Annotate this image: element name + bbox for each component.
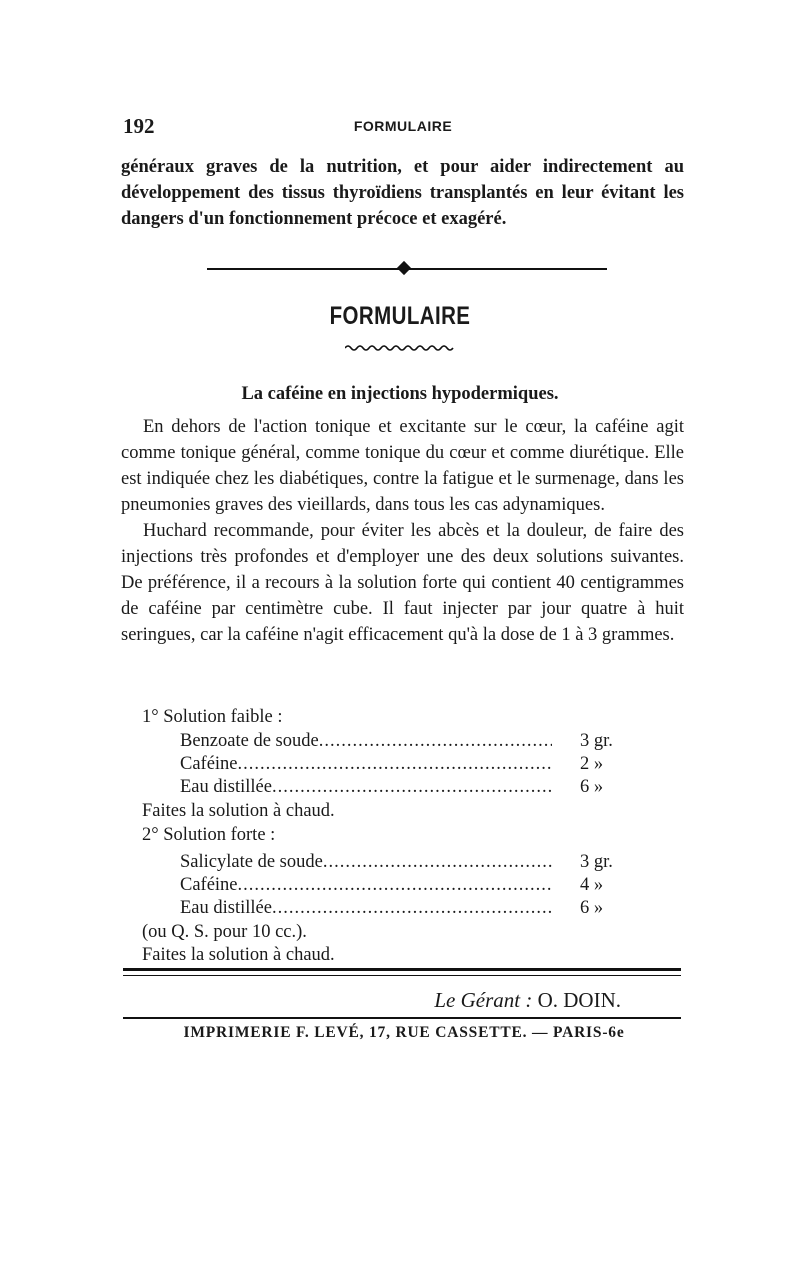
body-text [121,414,684,648]
body-paragraph: Huchard recommande, pour éviter les abcès et la douleur, de faire des injections très profondes et d'employer une des deux solutions suivantes. De préférence, il a recours à la solution forte qui contient 40 centigrammes de caféine par centimètre cube. Il faut injecter par jour quatre à huit seringues, car la caféine n'agit efficacement qu'à la dose de 1 à 3 grammes. [121,521,684,645]
footer-rule-thin [123,975,681,976]
gerant-name: O. DOIN. [537,988,621,1012]
solution-heading: 2° Solution forte : [142,825,276,845]
solution-note: Faites la solution à chaud. [142,945,335,965]
ingredient-row [180,776,552,800]
dot-leader [238,874,552,898]
section-title: FORMULAIRE [329,302,471,330]
ingredient-quantity: 6 » [580,777,604,797]
dot-leader [323,851,552,875]
gerant-signature [121,988,621,1013]
article-subheading: La caféine en injections hypodermiques. [241,384,559,404]
solution-note: (ou Q. S. pour 10 cc.). [142,922,307,942]
printer-imprint: IMPRIMERIE F. LEVÉ, 17, RUE CASSETTE. — PARIS-6e [183,1024,625,1041]
body-paragraph: En dehors de l'action tonique et excitante sur le cœur, la caféine agit comme tonique général, comme tonique du cœur et comme diurétique. Elle est indiquée chez les diabétiques, contre la fatigue et le surmenage, dans les pneumonies graves des vieillards, dans tous les cas adynamiques. [121,417,684,515]
intro-paragraph-block [121,154,684,232]
ingredient-name: Eau distillée [180,777,272,797]
ingredient-row [180,753,552,777]
ingredient-name: Caféine [180,875,238,895]
running-title: FORMULAIRE [353,118,453,134]
ingredient-quantity: 3 gr. [580,731,613,751]
page-number: 192 [123,114,155,138]
ingredient-row [180,897,552,921]
dot-leader [319,730,552,754]
dot-leader [272,897,552,921]
ingredient-name: Caféine [180,754,238,774]
dot-leader [238,753,552,777]
ingredient-quantity: 2 » [580,754,604,774]
dot-leader [272,776,552,800]
ingredient-name: Benzoate de soude [180,731,319,751]
wavy-ornament-icon [345,344,457,352]
running-header [123,114,683,140]
ingredient-row [180,874,552,898]
gerant-label: Le Gérant : [434,988,533,1012]
ingredient-quantity: 6 » [580,898,604,918]
ingredient-row [180,851,552,875]
ingredient-row [180,730,552,754]
diamond-ornament-icon [397,261,411,275]
solution-heading: 1° Solution faible : [142,707,283,727]
footer-rule-thick [123,968,681,971]
ingredient-quantity: 3 gr. [580,852,613,872]
ingredient-name: Eau distillée [180,898,272,918]
ingredient-name: Salicylate de soude [180,852,323,872]
ingredient-quantity: 4 » [580,875,604,895]
solution-note: Faites la solution à chaud. [142,801,335,821]
intro-paragraph: généraux graves de la nutrition, et pour aider indirectement au développement des tissus thyroïdiens transplantés en leur évitant les dangers d'un fonctionnement précoce et exagéré. [121,157,684,229]
imprint-rule [123,1017,681,1019]
